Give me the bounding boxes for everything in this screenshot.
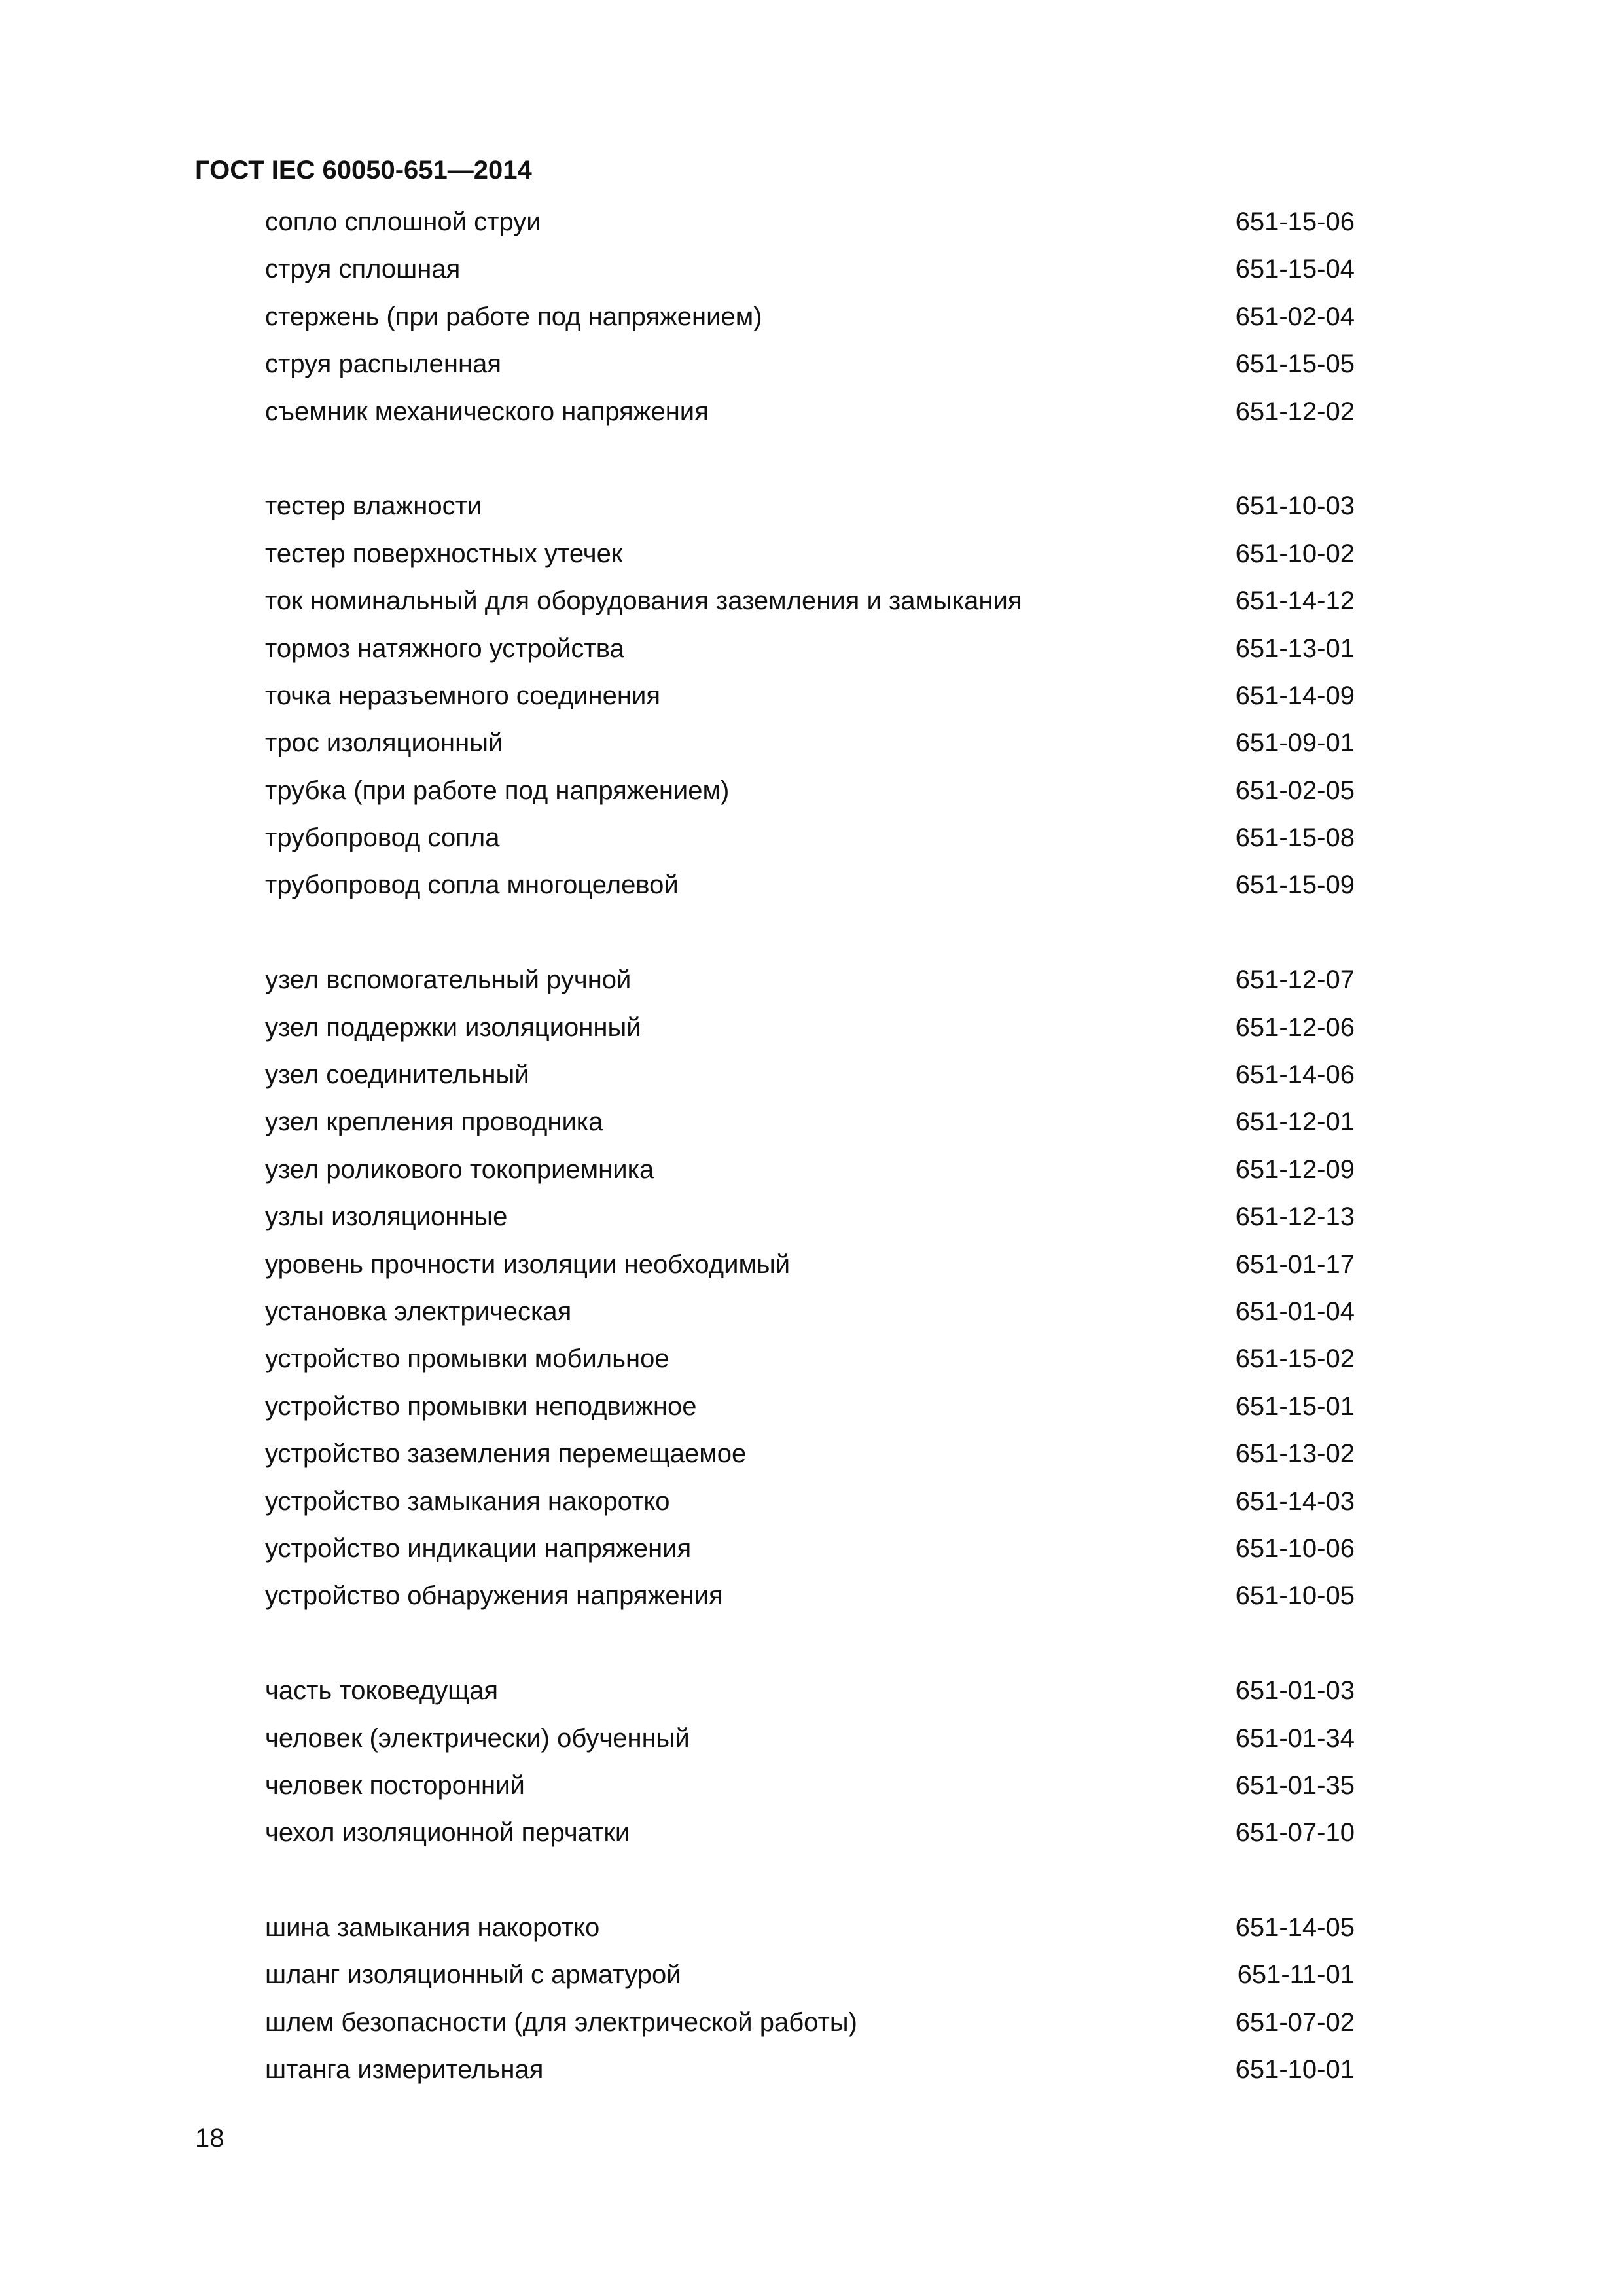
index-code: 651-15-09 bbox=[1235, 870, 1355, 900]
index-term: стержень (при работе под напряжением) bbox=[265, 302, 762, 331]
group-separator bbox=[265, 1857, 1355, 1904]
index-code: 651-12-07 bbox=[1235, 965, 1355, 995]
index-entry bbox=[265, 1051, 1355, 1098]
index-code: 651-13-01 bbox=[1235, 634, 1355, 663]
index-entry bbox=[265, 1193, 1355, 1240]
index-entry bbox=[265, 1335, 1355, 1382]
index-term: шланг изоляционный с арматурой bbox=[265, 1960, 681, 1990]
term-index bbox=[265, 198, 1355, 2094]
index-entry bbox=[265, 1004, 1355, 1051]
index-entry bbox=[265, 814, 1355, 861]
index-term: устройство заземления перемещаемое bbox=[265, 1439, 747, 1469]
index-entry bbox=[265, 1809, 1355, 1856]
index-term: шина замыкания накоротко bbox=[265, 1913, 600, 1943]
index-code: 651-01-34 bbox=[1235, 1723, 1355, 1753]
group-separator bbox=[265, 1620, 1355, 1667]
index-code: 651-12-06 bbox=[1235, 1013, 1355, 1042]
index-term: узел вспомогательный ручной bbox=[265, 965, 632, 995]
index-entry bbox=[265, 198, 1355, 245]
index-entry bbox=[265, 1667, 1355, 1714]
index-entry bbox=[265, 1430, 1355, 1477]
index-code: 651-14-12 bbox=[1235, 586, 1355, 616]
group-separator bbox=[265, 435, 1355, 482]
index-entry bbox=[265, 1478, 1355, 1525]
index-term: трубопровод сопла многоцелевой bbox=[265, 870, 679, 900]
index-entry bbox=[265, 1762, 1355, 1809]
index-term: узел соединительный bbox=[265, 1060, 529, 1090]
index-code: 651-15-06 bbox=[1235, 207, 1355, 236]
index-code: 651-14-09 bbox=[1235, 681, 1355, 710]
index-entry bbox=[265, 530, 1355, 577]
index-code: 651-11-01 bbox=[1237, 1960, 1355, 1990]
index-code: 651-02-05 bbox=[1235, 776, 1355, 805]
index-entry bbox=[265, 861, 1355, 908]
index-code: 651-09-01 bbox=[1235, 728, 1355, 758]
index-code: 651-15-01 bbox=[1235, 1391, 1355, 1421]
index-code: 651-12-09 bbox=[1235, 1155, 1355, 1184]
index-code: 651-15-02 bbox=[1235, 1344, 1355, 1374]
index-term: ток номинальный для оборудования заземления и замыкания bbox=[265, 586, 1022, 616]
index-entry bbox=[265, 1904, 1355, 1951]
index-code: 651-01-03 bbox=[1235, 1676, 1355, 1706]
index-term: узел роликового токоприемника bbox=[265, 1155, 654, 1184]
index-term: шлем безопасности (для электрической работы) bbox=[265, 2007, 857, 2037]
index-term: тормоз натяжного устройства bbox=[265, 634, 624, 663]
index-entry bbox=[265, 956, 1355, 1003]
index-entry bbox=[265, 1572, 1355, 1619]
index-entry bbox=[265, 245, 1355, 293]
index-code: 651-07-02 bbox=[1235, 2007, 1355, 2037]
index-term: устройство промывки неподвижное bbox=[265, 1391, 697, 1421]
index-entry bbox=[265, 2046, 1355, 2093]
index-code: 651-01-35 bbox=[1235, 1770, 1355, 1800]
index-term: тестер поверхностных утечек bbox=[265, 539, 623, 568]
index-entry bbox=[265, 388, 1355, 435]
document-header: ГОСТ IEC 60050-651—2014 bbox=[195, 156, 532, 185]
index-term: съемник механического напряжения bbox=[265, 397, 709, 426]
index-term: тестер влажности bbox=[265, 492, 482, 521]
index-code: 651-10-03 bbox=[1235, 492, 1355, 521]
index-code: 651-01-17 bbox=[1235, 1249, 1355, 1279]
index-code: 651-12-13 bbox=[1235, 1202, 1355, 1232]
index-code: 651-15-04 bbox=[1235, 255, 1355, 284]
index-entry bbox=[265, 1715, 1355, 1762]
index-code: 651-10-05 bbox=[1235, 1581, 1355, 1611]
index-term: трубопровод сопла bbox=[265, 823, 500, 853]
index-term: человек (электрически) обученный bbox=[265, 1723, 690, 1753]
index-term: человек посторонний bbox=[265, 1770, 525, 1800]
page-number: 18 bbox=[195, 2124, 224, 2153]
index-code: 651-02-04 bbox=[1235, 302, 1355, 331]
index-entry bbox=[265, 1999, 1355, 2046]
index-code: 651-10-06 bbox=[1235, 1534, 1355, 1563]
index-term: устройство промывки мобильное bbox=[265, 1344, 669, 1374]
index-code: 651-12-02 bbox=[1235, 397, 1355, 426]
index-entry bbox=[265, 672, 1355, 719]
index-code: 651-10-02 bbox=[1235, 539, 1355, 568]
index-entry bbox=[265, 719, 1355, 766]
index-term: чехол изоляционной перчатки bbox=[265, 1818, 630, 1848]
index-term: узел поддержки изоляционный bbox=[265, 1013, 641, 1042]
index-entry bbox=[265, 1525, 1355, 1572]
index-entry bbox=[265, 767, 1355, 814]
index-entry bbox=[265, 1241, 1355, 1288]
index-term: сопло сплошной струи bbox=[265, 207, 541, 236]
index-code: 651-01-04 bbox=[1235, 1297, 1355, 1326]
index-entry bbox=[265, 1951, 1355, 1998]
index-code: 651-10-01 bbox=[1235, 2055, 1355, 2085]
index-term: струя распыленная bbox=[265, 350, 502, 379]
index-code: 651-15-08 bbox=[1235, 823, 1355, 853]
index-entry bbox=[265, 340, 1355, 387]
group-separator bbox=[265, 909, 1355, 956]
index-entry bbox=[265, 1383, 1355, 1430]
index-code: 651-14-05 bbox=[1235, 1913, 1355, 1943]
index-entry bbox=[265, 577, 1355, 624]
index-code: 651-15-05 bbox=[1235, 350, 1355, 379]
index-code: 651-14-03 bbox=[1235, 1486, 1355, 1516]
index-term: узлы изоляционные bbox=[265, 1202, 508, 1232]
index-code: 651-07-10 bbox=[1235, 1818, 1355, 1848]
index-term: устройство обнаружения напряжения bbox=[265, 1581, 723, 1611]
index-term: уровень прочности изоляции необходимый bbox=[265, 1249, 791, 1279]
index-term: узел крепления проводника bbox=[265, 1107, 603, 1137]
index-code: 651-12-01 bbox=[1235, 1107, 1355, 1137]
index-term: штанга измерительная bbox=[265, 2055, 544, 2085]
index-entry bbox=[265, 482, 1355, 529]
index-term: устройство индикации напряжения bbox=[265, 1534, 692, 1563]
index-entry bbox=[265, 293, 1355, 340]
index-entry bbox=[265, 1098, 1355, 1145]
index-term: устройство замыкания накоротко bbox=[265, 1486, 670, 1516]
index-term: точка неразъемного соединения bbox=[265, 681, 660, 710]
index-term: трос изоляционный bbox=[265, 728, 503, 758]
index-term: установка электрическая bbox=[265, 1297, 572, 1326]
index-code: 651-14-06 bbox=[1235, 1060, 1355, 1090]
index-entry bbox=[265, 1146, 1355, 1193]
index-term: часть токоведущая bbox=[265, 1676, 498, 1706]
index-term: трубка (при работе под напряжением) bbox=[265, 776, 730, 805]
index-code: 651-13-02 bbox=[1235, 1439, 1355, 1469]
index-entry bbox=[265, 625, 1355, 672]
index-entry bbox=[265, 1288, 1355, 1335]
index-term: струя сплошная bbox=[265, 255, 461, 284]
